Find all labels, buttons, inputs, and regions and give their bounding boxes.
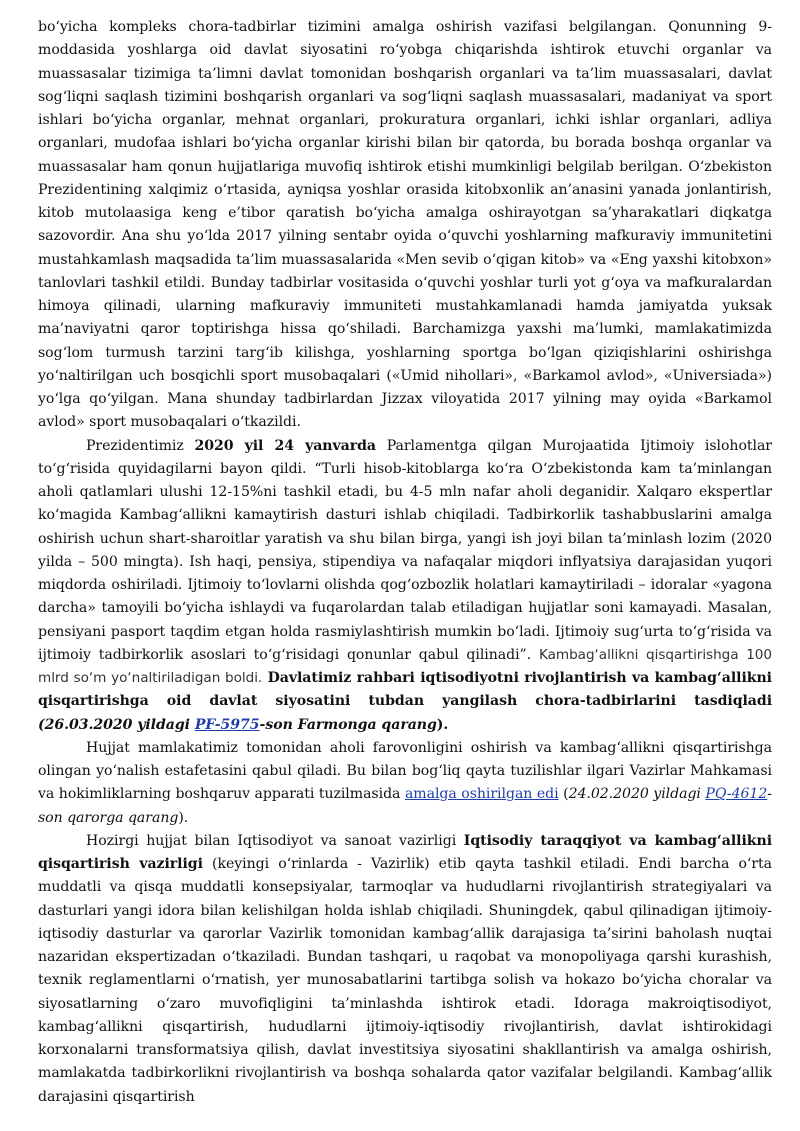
text: -son qarorga qarang xyxy=(38,786,772,826)
ministry-name: Iqtisodiy taraqqiyot va kambag‘allikni qisqartirish vazirligi xyxy=(38,832,772,872)
text: Prezidentimiz xyxy=(86,437,195,454)
text: Hozirgi hujjat bilan Iqtisodiyot va sanoat vazirligi xyxy=(86,832,464,849)
text: Hujjat mamlakatimiz tomonidan aholi farovonligini oshirish va kambag‘allikni qisqartirishga olingan yo‘nalish estafetasini qabul qiladi. Bu bilan bog‘liq qayta tuzilishlar ilgari Vazirlar Mahkamasi va hokimliklarning boshqaruv apparati tuzilmasida xyxy=(38,739,772,803)
budget-note: Kambag‘allikni qisqartirishga 100 mlrd so‘m yo‘naltiriladigan boldi. xyxy=(38,646,772,686)
text: ). xyxy=(178,809,189,826)
paragraph-presidential-address xyxy=(38,435,772,737)
paragraph-ministry xyxy=(38,830,772,1109)
document-page xyxy=(38,16,772,1109)
address-date: 2020 yil 24 yanvarda xyxy=(194,437,376,454)
decree-reference xyxy=(38,717,437,733)
text: (keyingi o‘rinlarda - Vazirlik) etib qayta tashkil etiladi. Endi barcha o‘rta muddatli va qisqa muddatli konsepsiyalar, tarmoqlar va hududlarni rivojlantirish strategiyalari va dasturlari yangi idora bilan kelishilgan holda ishlab chiqiladi. Shuningdek, qabul qilinadigan ijtimoiy-iqtisodiy dasturlar va qarorlar Vazirlik tomonidan kambag‘allik darajasiga ta’sirini baholash nuqtai nazaridan ekspertizadan o‘tkaziladi. Bundan tashqari, u raqobat va monopoliyaga qarshi kurashish, texnik reglamentlarni o‘rnatish, yer munosabatlarini tartibga solish va hokazo bo‘yicha choralar va siyosatlarning o‘zaro muvofiqligini ta’minlashda ishtirok etadi. Idoraga makroiqtisodiyot, kambag‘allikni qisqartirish, hududlarni ijtimoiy-iqtisodiy rivojlantirish, davlat ishtirokidagi korxonalarni transformatsiya qilish, davlat investitsiya siyosatini shakllantirish va amalga oshirish, mamlakatda tadbirkorlikni rivojlantirish va boshqa sohalarda qator vazifalar belgilandi. Kambag‘allik darajasini qisqartirish xyxy=(38,856,772,1105)
text: ). xyxy=(436,716,449,733)
decree-summary: Davlatimiz rahbari iqtisodiyotni rivojlantirish va kambag‘allikni qisqartirishga oid davlat siyosatini tubdan yangilash chora-tadbirlarini tasdiqladi xyxy=(38,670,772,710)
text: ( xyxy=(558,786,569,803)
paragraph-youth-policy: bo‘yicha kompleks chora-tadbirlar tizimini amalga oshirish vazifasi belgilangan. Qonunning 9-moddasida yoshlarga oid davlat siyosatini ro‘yobga chiqarishda ishtirok etuvchi organlar va muassasalar tizimiga ta’limni davlat tomonidan boshqarish organlari va ta’lim muassasalari, davlat sog‘liqni saqlash tizimini boshqarish organlari va sog‘liqni saqlash muassasalari, madaniyat va sport ishlari bo‘yicha organlar, mehnat organlari, prokuratura organlari, ichki ishlar organlari, adliya organlari, mudofaa ishlari bo‘yicha organlar kirishi bilan bir qatorda, bu borada boshqa organlar va muassasalar ham qonun hujjatlariga muvofiq ishtirok etishi mumkinligi belgilab berilgan. O‘zbekiston Prezidentining xalqimiz o‘rtasida, ayniqsa yoshlar orasida kitobxonlik an’anasini yanada jonlantirish, kitob mutolaasiga keng e’tibor qaratish bo‘yicha amalga oshirayotgan sa’yharakatlari diqkatga sazovordir. Ana shu yo‘lda 2017 yilning sentabr oyida o‘quvchi yoshlarning mafkuraviy immunitetini mustahkamlash maqsadida ta’lim muassasalarida «Men sevib o‘qigan kitob» va «Eng yaxshi kitobxon» tanlovlari tashkil etildi. Bunday tadbirlar vositasida o‘quvchi yoshlar turli yot g‘oya va mafkuralardan himoya qilinadi, ularning mafkuraviy immuniteti mustahkamlanadi hamda jamiyatda yuksak ma’naviyatni qaror toptirishga hissa qo‘shiladi. Barchamizga yaxshi ma’lumki, mamlakatimizda sog‘lom turmush tarzini targ‘ib kilishga, yoshlarning sportga bo‘lgan qiziqishlarini oshirishga yo‘naltirilgan uch bosqichli sport musobaqalari («Umid nihollari», «Barkamol avlod», «Universiada») yo‘lga qo‘yilgan. Mana shunday tadbirlardan Jizzax viloyatida 2017 yilning may oyida «Barkamol avlod» sport musobaqalari o‘tkazildi. xyxy=(38,19,772,431)
paragraph-restructuring xyxy=(38,737,772,830)
text: (26.03.2020 yildagi xyxy=(38,716,195,733)
text: 24.02.2020 yildagi xyxy=(568,786,706,803)
decree-link-pf-5975[interactable]: PF-5975 xyxy=(194,716,260,733)
text: -son Farmonga qarang xyxy=(259,716,437,733)
restructuring-link[interactable]: amalga oshirilgan edi xyxy=(404,786,559,803)
text: Parlamentga qilgan Murojaatida Ijtimoiy islohotlar to‘g‘risida quyidagilarni bayon qildi. “Turli hisob-kitoblarga ko‘ra O‘zbekistonda kam ta’minlangan aholi qatlamlari ulushi 12-15%ni tashkil etadi, bu 4-5 mln nafar aholi deganidir. Xalqaro ekspertlar ko‘magida Kambag‘allikni kamaytirish dasturi ishlab chiqiladi. Tadbirkorlik tashabbuslarini amalga oshirish uchun shart-sharoitlar yaratish va shu bilan birga, yangi ish joyi bilan ta’minlash lozim (2020 yilda – 500 mingta). Ish haqi, pensiya, stipendiya va nafaqalar miqdori inflyatsiya darajasidan yuqori miqdorda oshiriladi. Ijtimoiy to‘lovlarni olishda qog‘ozbozlik holatlari kamaytiriladi – idoralar «yagona darcha» tamoyili bo‘yicha ishlaydi va fuqarolardan talab etiladigan hujjatlar soni kamayadi. Masalan, pensiyani pasport taqdim etgan holda rasmiylashtirish mumkin bo‘ladi. Ijtimoiy sug‘urta to‘g‘risida va ijtimoiy tadbirkorlik asoslari to‘g‘risidagi qonunlar qabul qilinadi”. xyxy=(38,437,772,663)
resolution-link-pq-4612[interactable]: PQ-4612 xyxy=(705,786,768,803)
